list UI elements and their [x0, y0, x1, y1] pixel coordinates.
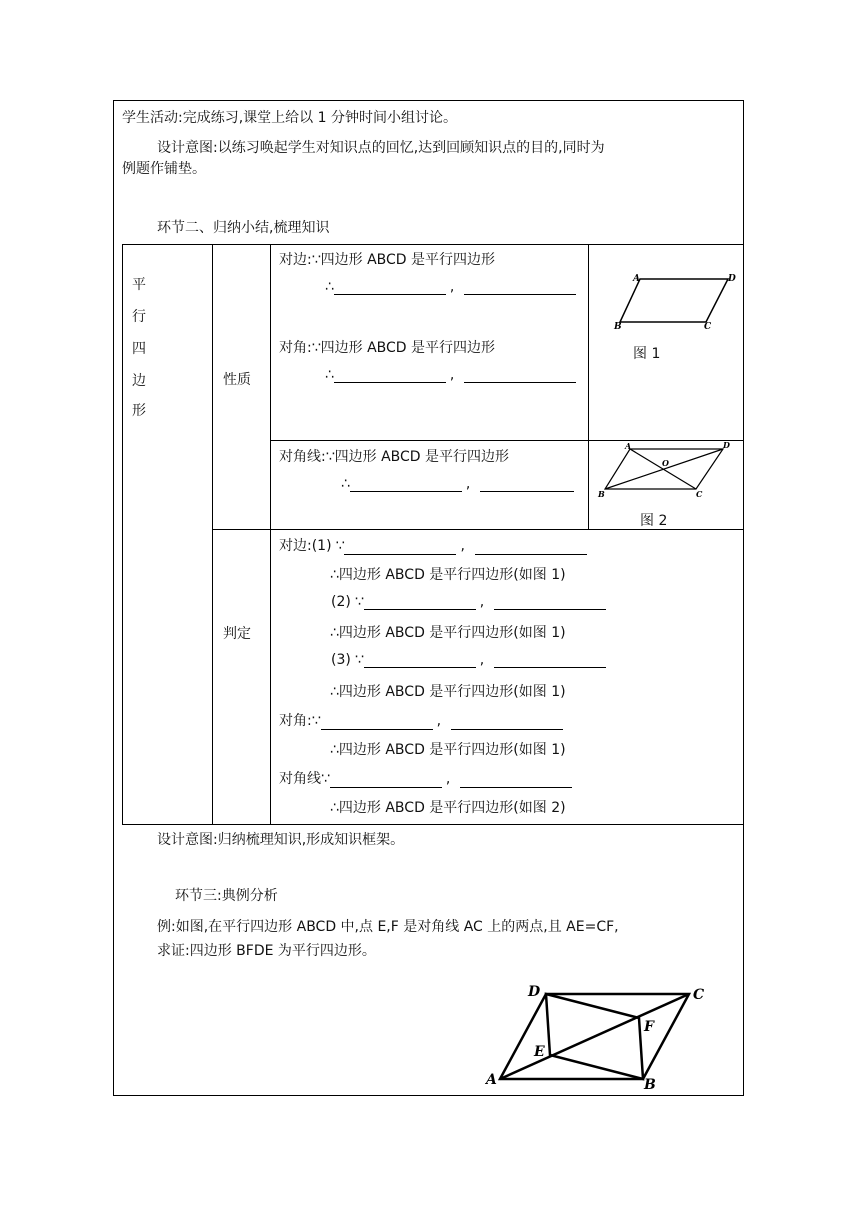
answer-blank[interactable] [334, 368, 446, 383]
label-d: D [723, 440, 730, 450]
criteria-sides-3 [331, 652, 606, 668]
table-divider [212, 244, 213, 824]
property-diagonals: 对角线:∵四边形 ABCD 是平行四边形 [279, 449, 510, 465]
comma: , [436, 713, 442, 729]
property-angles: 对角:∵四边形 ABCD 是平行四边形 [279, 340, 496, 356]
answer-blank[interactable] [494, 595, 606, 610]
criteria-diagonals [279, 768, 572, 788]
comma: , [460, 538, 465, 554]
comma: , [445, 771, 451, 787]
label-o: O [662, 458, 669, 468]
therefore-symbol: ∴ [325, 279, 334, 295]
table-divider [270, 244, 271, 824]
property-label: 性质 [223, 372, 251, 388]
label-c: C [693, 987, 705, 1003]
label-b: B [598, 489, 605, 499]
criteria-sides-1 [279, 535, 587, 555]
section2-title: 环节二、归纳小结,梳理知识 [157, 220, 330, 236]
criteria-conclusion: ∴四边形 ABCD 是平行四边形(如图 1) [330, 742, 566, 758]
table-divider [588, 244, 589, 529]
label-c: C [696, 489, 703, 499]
example-problem-cont: 求证:四边形 BFDE 为平行四边形。 [157, 943, 376, 959]
property-sides-conclusion [325, 279, 576, 295]
figure-2-caption: 图 2 [640, 513, 668, 529]
criteria-conclusion: ∴四边形 ABCD 是平行四边形(如图 1) [330, 567, 566, 583]
because-symbol: ∵ [321, 771, 330, 787]
answer-blank[interactable] [464, 280, 576, 295]
property-angles-conclusion [325, 367, 576, 383]
property-sides: 对边:∵四边形 ABCD 是平行四边形 [279, 252, 496, 268]
label-e: E [534, 1044, 545, 1060]
answer-blank[interactable] [330, 773, 442, 788]
answer-blank[interactable] [464, 368, 576, 383]
answer-blank[interactable] [494, 653, 606, 668]
criteria-conclusion: ∴四边形 ABCD 是平行四边形(如图 1) [330, 684, 566, 700]
topic-char: 边 [132, 373, 146, 389]
answer-blank[interactable] [321, 715, 433, 730]
answer-blank[interactable] [334, 280, 446, 295]
answer-blank[interactable] [475, 540, 587, 555]
answer-blank[interactable] [364, 595, 476, 610]
answer-blank[interactable] [344, 540, 456, 555]
because-symbol: ∵ [354, 594, 364, 610]
topic-char: 平 [132, 277, 146, 293]
topic-char: 四 [132, 341, 146, 357]
therefore-symbol: ∴ [325, 367, 334, 383]
figure-1-parallelogram [600, 266, 745, 336]
comma: , [465, 476, 471, 492]
example-figure [480, 980, 720, 1092]
example-problem: 例:如图,在平行四边形 ABCD 中,点 E,F 是对角线 AC 上的两点,且 AE=CF, [157, 919, 619, 935]
criteria-conclusion: ∴四边形 ABCD 是平行四边形(如图 2) [330, 800, 566, 816]
label-b: B [614, 322, 622, 332]
label-f: F [644, 1019, 654, 1035]
comma: , [449, 367, 455, 383]
answer-blank[interactable] [364, 653, 476, 668]
answer-blank[interactable] [350, 477, 462, 492]
label-a: A [633, 274, 640, 284]
because-symbol: ∵ [354, 652, 364, 668]
label-c: C [704, 322, 712, 332]
criteria-prefix: 对边:(1) [279, 538, 332, 554]
therefore-symbol: ∴ [341, 476, 350, 492]
criteria-angles [279, 710, 563, 730]
criteria-prefix: (3) [331, 652, 351, 668]
label-b: B [644, 1077, 656, 1092]
figure-2-diagonals [594, 438, 742, 504]
comma: , [479, 594, 485, 610]
topic-char: 形 [132, 403, 146, 419]
label-a: A [625, 441, 632, 451]
design-intent-1: 设计意图:以练习唤起学生对知识点的回忆,达到回顾知识点的目的,同时为 [157, 140, 605, 156]
criteria-prefix: 对角: [279, 713, 312, 729]
label-a: A [486, 1072, 497, 1088]
design-intent-2: 设计意图:归纳梳理知识,形成知识框架。 [157, 832, 405, 848]
student-activity: 学生活动:完成练习,课堂上给以 1 分钟时间小组讨论。 [122, 110, 457, 126]
because-symbol: ∵ [311, 713, 321, 729]
comma: , [479, 652, 485, 668]
comma: , [449, 279, 455, 295]
label-d: D [728, 274, 736, 284]
because-symbol: ∵ [335, 538, 345, 554]
criteria-label: 判定 [223, 626, 251, 642]
criteria-prefix: (2) [331, 594, 351, 610]
design-intent-1-cont: 例题作铺垫。 [122, 161, 206, 177]
criteria-sides-2 [331, 594, 606, 610]
answer-blank[interactable] [460, 773, 572, 788]
section3-title: 环节三:典例分析 [175, 888, 278, 904]
property-diagonals-conclusion [341, 476, 574, 492]
topic-char: 行 [132, 309, 146, 325]
criteria-prefix: 对角线 [279, 771, 321, 787]
answer-blank[interactable] [480, 477, 574, 492]
criteria-conclusion: ∴四边形 ABCD 是平行四边形(如图 1) [330, 625, 566, 641]
figure-1-caption: 图 1 [633, 346, 661, 362]
label-d: D [528, 984, 541, 1000]
answer-blank[interactable] [451, 715, 563, 730]
